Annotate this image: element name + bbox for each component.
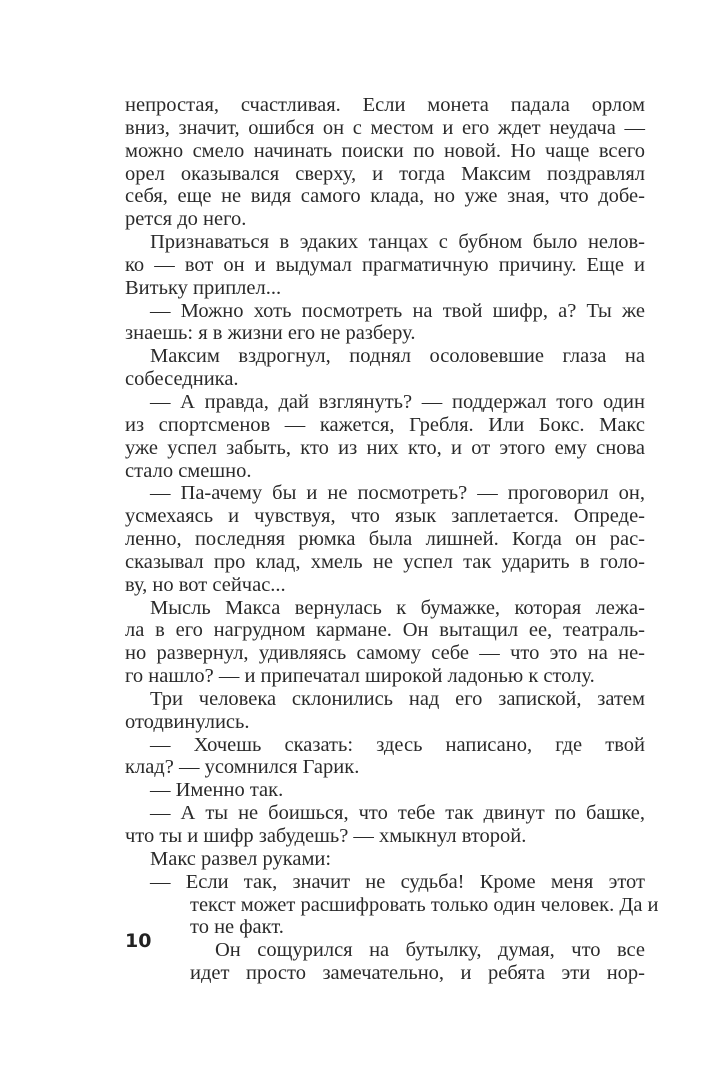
text-line: — Па-ачему бы и не посмотреть? — проговорил он, — [150, 482, 645, 505]
text-line: ву, но вот сейчас... — [125, 573, 286, 596]
paragraph — [125, 300, 645, 346]
book-page-text — [125, 94, 659, 985]
text-line: знаешь: я в жизни его не разберу. — [125, 322, 416, 345]
text-line: Три человека склонились над его запиской, затем — [150, 687, 645, 710]
text-line: что ты и шифр забудешь? — хмыкнул второй. — [125, 825, 527, 847]
paragraph — [125, 802, 645, 848]
paragraph — [125, 391, 645, 482]
text-line: непростая, счастливая. Если монета падала орлом — [125, 94, 645, 116]
text-line: Витьку приплел... — [125, 276, 282, 299]
text-line: ленно, последняя рюмка была лишней. Когда он рас- — [125, 528, 645, 551]
text-line: го нашло? — и припечатал широкой ладонью к столу. — [125, 665, 595, 688]
text-line: — Хочешь сказать: здесь написано, где твой — [150, 733, 645, 756]
text-line: но развернул, удивляясь самому себе — что это на не- — [125, 642, 645, 665]
text-line: из спортсменов — кажется, Гребля. Или Бокс. Макс — [125, 413, 645, 436]
text-line: Мысль Макса вернулась к бумажке, которая лежа- — [150, 596, 645, 619]
text-line: ла в его нагрудном кармане. Он вытащил ее, театраль- — [125, 619, 645, 642]
paragraph — [125, 688, 645, 734]
paragraph — [125, 345, 645, 391]
text-line: — Именно так. — [150, 779, 284, 802]
text-line: — А правда, дай взглянуть? — поддержал того один — [150, 390, 645, 413]
text-line: собеседника. — [125, 368, 239, 391]
text-line: стало смешно. — [125, 459, 252, 482]
paragraph — [125, 870, 659, 940]
text-line: сказывал про клад, хмель не успел так ударить в голо- — [125, 550, 645, 573]
paragraph — [125, 848, 645, 871]
text-line: клад? — усомнился Гарик. — [125, 756, 360, 779]
text-line: Максим вздрогнул, поднял осоловевшие глаза на — [150, 345, 645, 368]
text-line: текст может расшифровать только один человек. Да и — [190, 893, 659, 916]
text-line: — Можно хоть посмотреть на твой шифр, а? Ты же — [150, 299, 645, 322]
text-line: ко — вот он и выдумал прагматичную причину. Еще и — [125, 253, 645, 276]
text-line: рется до него. — [125, 208, 247, 231]
text-line: уже успел забыть, кто из них кто, и от этого ему снова — [125, 436, 645, 459]
text-line: — Если так, значит не судьба! Кроме меня этот — [150, 870, 645, 893]
text-line: можно смело начинать поиски по новой. Но чаще всего — [125, 139, 645, 162]
paragraph — [125, 231, 645, 300]
text-line: — А ты не боишься, что тебе так двинут по башке, — [150, 802, 645, 825]
text-line: то не факт. — [190, 916, 284, 939]
paragraph — [125, 734, 645, 780]
text-line: отодвинулись. — [125, 710, 250, 733]
paragraph — [125, 597, 645, 688]
text-line: Макс развел руками: — [150, 847, 332, 870]
text-line: орел оказывался сверху, и тогда Максим поздравлял — [125, 162, 645, 185]
text-line: усмехаясь и чувствуя, что язык заплетается. Опреде- — [125, 505, 645, 528]
paragraph — [125, 939, 645, 985]
text-line: идет просто замечательно, и ребята эти нор- — [190, 962, 645, 985]
text-line: себя, еще не видя самого клада, но уже зная, что добе- — [125, 185, 645, 208]
paragraph — [125, 482, 645, 596]
text-line: вниз, значит, ошибся он с местом и его ждет неудача — — [125, 116, 645, 139]
paragraph — [125, 94, 645, 231]
paragraph — [125, 779, 645, 802]
page-number: 10 — [125, 930, 152, 952]
text-line: Признаваться в эдаких танцах с бубном было нелов- — [150, 231, 645, 254]
text-line: Он сощурился на бутылку, думая, что все — [215, 939, 645, 962]
